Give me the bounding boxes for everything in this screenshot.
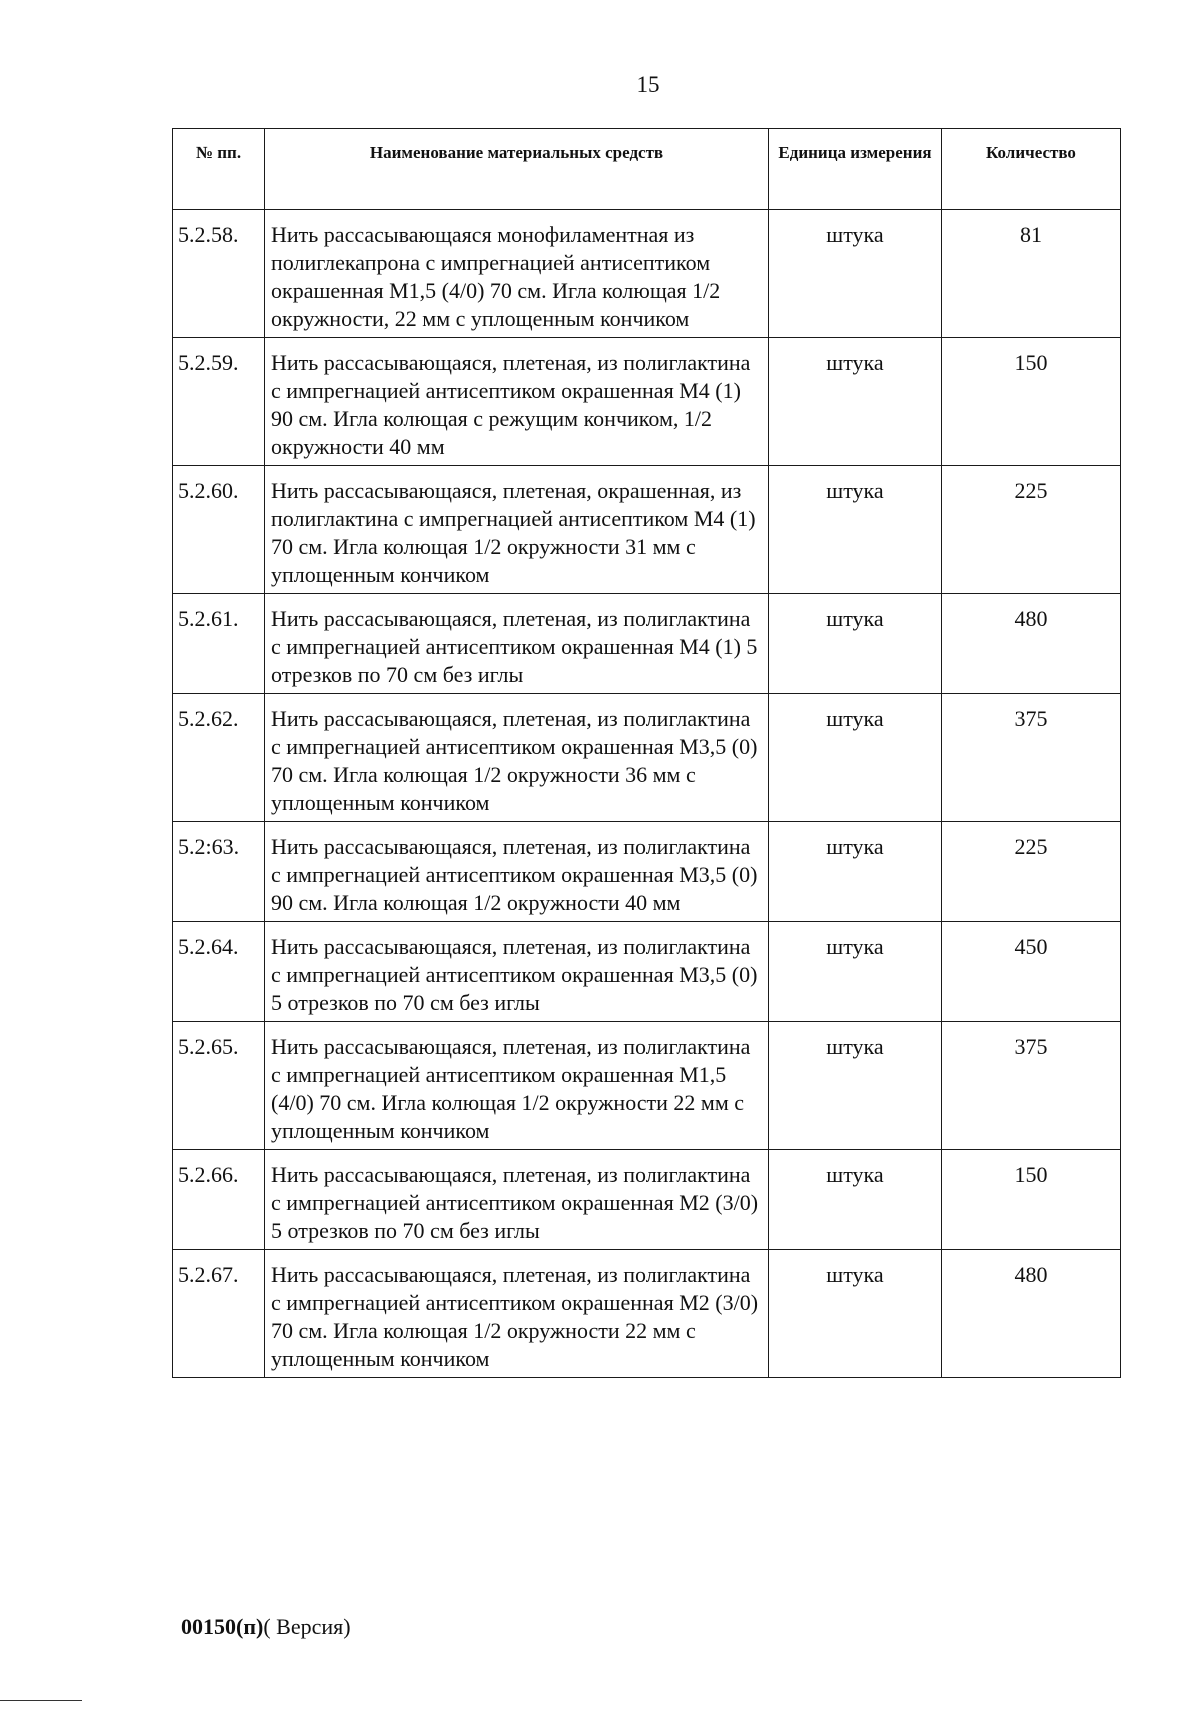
row-num: 5.2.66. <box>173 1150 265 1250</box>
table-row <box>173 466 1121 594</box>
table-row <box>173 822 1121 922</box>
row-num: 5.2.59. <box>173 338 265 466</box>
table-row <box>173 694 1121 822</box>
row-num: 5.2.65. <box>173 1022 265 1150</box>
row-name: Нить рассасывающаяся, плетеная, из полиглактина с импрегнацией антисептиком окрашенная М3,5 (0) 5 отрезков по 70 см без иглы <box>265 922 769 1022</box>
row-unit: штука <box>769 922 942 1022</box>
row-name: Нить рассасывающаяся монофиламентная из полиглекапрона с импрегнацией антисептиком окрашенная М1,5 (4/0) 70 см. Игла колющая 1/2 окружности, 22 мм с уплощенным кончиком <box>265 210 769 338</box>
header-name: Наименование материальных средств <box>265 129 769 210</box>
row-num: 5.2.62. <box>173 694 265 822</box>
table-body <box>173 210 1121 1378</box>
table-row <box>173 210 1121 338</box>
header-qty: Количество <box>942 129 1121 210</box>
page-number: 15 <box>636 72 660 97</box>
row-num: 5.2.64. <box>173 922 265 1022</box>
row-num: 5.2.61. <box>173 594 265 694</box>
table-row <box>173 1150 1121 1250</box>
row-qty: 375 <box>942 1022 1121 1150</box>
row-unit: штука <box>769 210 942 338</box>
table-row <box>173 922 1121 1022</box>
row-name: Нить рассасывающаяся, плетеная, из полиглактина с импрегнацией антисептиком окрашенная М2 (3/0) 70 см. Игла колющая 1/2 окружности 22 мм с уплощенным кончиком <box>265 1250 769 1378</box>
row-unit: штука <box>769 594 942 694</box>
row-name: Нить рассасывающаяся, плетеная, окрашенная, из полиглактина с импрегнацией антисептиком М4 (1) 70 см. Игла колющая 1/2 окружности 31 мм с уплощенным кончиком <box>265 466 769 594</box>
row-qty: 81 <box>942 210 1121 338</box>
row-num: 5.2.60. <box>173 466 265 594</box>
row-unit: штука <box>769 338 942 466</box>
row-qty: 150 <box>942 338 1121 466</box>
row-qty: 225 <box>942 466 1121 594</box>
row-num: 5.2.67. <box>173 1250 265 1378</box>
row-unit: штука <box>769 694 942 822</box>
row-unit: штука <box>769 466 942 594</box>
row-unit: штука <box>769 822 942 922</box>
materials-table <box>172 128 1121 1378</box>
row-name: Нить рассасывающаяся, плетеная, из полиглактина с импрегнацией антисептиком окрашенная М4 (1) 90 см. Игла колющая с режущим кончиком, 1/2 окружности 40 мм <box>265 338 769 466</box>
row-unit: штука <box>769 1250 942 1378</box>
table-row <box>173 1250 1121 1378</box>
corner-mark <box>0 1700 82 1701</box>
table-header <box>173 129 1121 210</box>
row-name: Нить рассасывающаяся, плетеная, из полиглактина с импрегнацией антисептиком окрашенная М2 (3/0) 5 отрезков по 70 см без иглы <box>265 1150 769 1250</box>
row-qty: 480 <box>942 594 1121 694</box>
row-name: Нить рассасывающаяся, плетеная, из полиглактина с импрегнацией антисептиком окрашенная М4 (1) 5 отрезков по 70 см без иглы <box>265 594 769 694</box>
document-version: ( Версия) <box>263 1614 351 1639</box>
row-name: Нить рассасывающаяся, плетеная, из полиглактина с импрегнацией антисептиком окрашенная М3,5 (0) 70 см. Игла колющая 1/2 окружности 36 мм с уплощенным кончиком <box>265 694 769 822</box>
row-unit: штука <box>769 1022 942 1150</box>
row-unit: штука <box>769 1150 942 1250</box>
table-row <box>173 594 1121 694</box>
row-name: Нить рассасывающаяся, плетеная, из полиглактина с импрегнацией антисептиком окрашенная М3,5 (0) 90 см. Игла колющая 1/2 окружности 40 мм <box>265 822 769 922</box>
row-qty: 480 <box>942 1250 1121 1378</box>
row-num: 5.2.58. <box>173 210 265 338</box>
document-code: 00150(п) <box>181 1614 264 1639</box>
document-footer <box>181 1614 351 1640</box>
row-qty: 225 <box>942 822 1121 922</box>
row-qty: 375 <box>942 694 1121 822</box>
row-num: 5.2:63. <box>173 822 265 922</box>
header-unit: Единица измерения <box>769 129 942 210</box>
header-num: № пп. <box>173 129 265 210</box>
row-qty: 150 <box>942 1150 1121 1250</box>
table-row <box>173 1022 1121 1150</box>
row-qty: 450 <box>942 922 1121 1022</box>
table-row <box>173 338 1121 466</box>
row-name: Нить рассасывающаяся, плетеная, из полиглактина с импрегнацией антисептиком окрашенная М1,5 (4/0) 70 см. Игла колющая 1/2 окружности 22 мм с уплощенным кончиком <box>265 1022 769 1150</box>
header-row <box>173 129 1121 210</box>
